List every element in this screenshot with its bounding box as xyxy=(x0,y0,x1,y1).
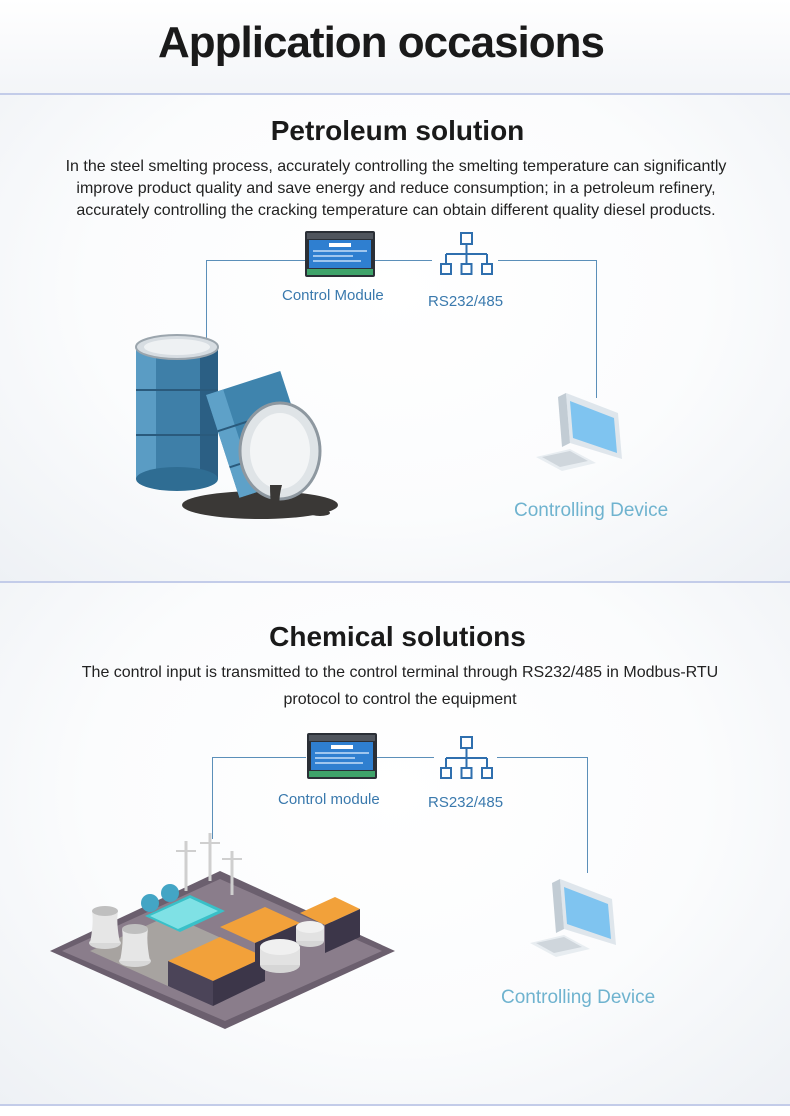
computer-icon xyxy=(536,391,626,471)
computer-icon xyxy=(530,877,620,957)
chemical-plant-icon xyxy=(50,831,400,1031)
petroleum-device-label: Controlling Device xyxy=(514,500,669,521)
footer-divider xyxy=(0,1104,790,1106)
chemical-link-line xyxy=(212,757,213,839)
page-header xyxy=(0,0,790,94)
chemical-network-label: RS232/485 xyxy=(428,794,504,811)
chemical-link-line xyxy=(587,757,588,873)
chemical-description: The control input is transmitted to the control terminal through RS232/485 in Modbus-RTU protocol to control the equipment xyxy=(81,664,719,708)
chemical-device-label: Controlling Device xyxy=(501,987,656,1008)
chemical-link-line xyxy=(497,757,587,758)
chemical-title: Chemical solutions xyxy=(269,621,526,652)
control-module-icon xyxy=(307,733,377,779)
petroleum-link-line xyxy=(498,260,596,261)
network-topology-icon xyxy=(440,232,494,278)
page-title: Application occasions xyxy=(158,18,604,67)
petroleum-module-label: Control Module xyxy=(282,287,384,304)
chemical-link-line xyxy=(376,757,434,758)
petroleum-title: Petroleum solution xyxy=(270,115,525,146)
network-topology-icon xyxy=(440,736,494,782)
petroleum-link-line xyxy=(596,260,597,398)
chemical-link-line xyxy=(212,757,306,758)
petroleum-link-line xyxy=(206,260,306,261)
petroleum-link-line xyxy=(374,260,432,261)
control-module-icon xyxy=(305,231,375,277)
chemical-section xyxy=(0,583,790,1104)
petroleum-description: In the steel smelting process, accurately controlling the smelting temperature can significantly improve product quality and save energy and reduce consumption; in a petroleum refinery, accurately controlling the cracking temperature can obtain different quality diesel products. xyxy=(65,158,727,219)
petroleum-network-label: RS232/485 xyxy=(428,293,504,310)
oil-barrels-icon xyxy=(120,335,350,525)
chemical-module-label: Control module xyxy=(278,791,380,808)
petroleum-section xyxy=(0,95,790,581)
